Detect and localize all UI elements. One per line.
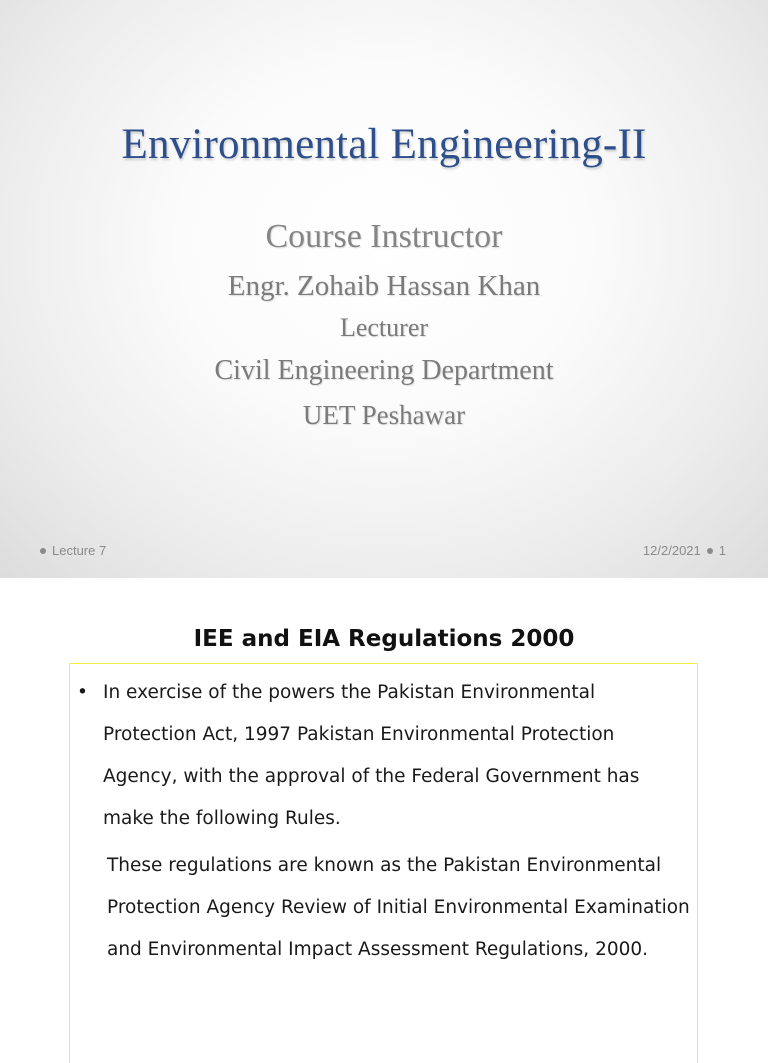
slide-page-number: 1 xyxy=(718,543,726,558)
university: UET Peshawar xyxy=(302,400,466,430)
instructor-name: Engr. Zohaib Hassan Khan xyxy=(227,270,541,302)
slide-footer-right xyxy=(643,543,726,558)
regulations-paragraph: These regulations are known as the Pakistan Environmental Protection Agency Review of Initial Environmental Examination and Environmental Impact Assessment Regulations, 2000. xyxy=(107,855,690,960)
bullet-dot-icon xyxy=(40,548,46,554)
slide-date: 12/2/2021 xyxy=(642,543,701,558)
slide-footer-left xyxy=(40,543,106,558)
department: Civil Engineering Department xyxy=(214,355,554,386)
bullet-item xyxy=(77,672,677,840)
bullet-dot-icon xyxy=(707,548,713,554)
instructor-role: Lecturer xyxy=(339,313,429,342)
slide-title: Environmental Engineering-II xyxy=(121,121,647,168)
course-instructor-heading: Course Instructor xyxy=(265,218,503,255)
slide-2-title: IEE and EIA Regulations 2000 xyxy=(193,626,575,652)
bullet-mark: • xyxy=(77,682,88,703)
bullet-text: In exercise of the powers the Pakistan Environmental Protection Act, 1997 Pakistan Environmental Protection Agency, with the approval of the Federal Government has make the following Rules. xyxy=(103,682,640,829)
lecture-label: Lecture 7 xyxy=(52,543,107,558)
